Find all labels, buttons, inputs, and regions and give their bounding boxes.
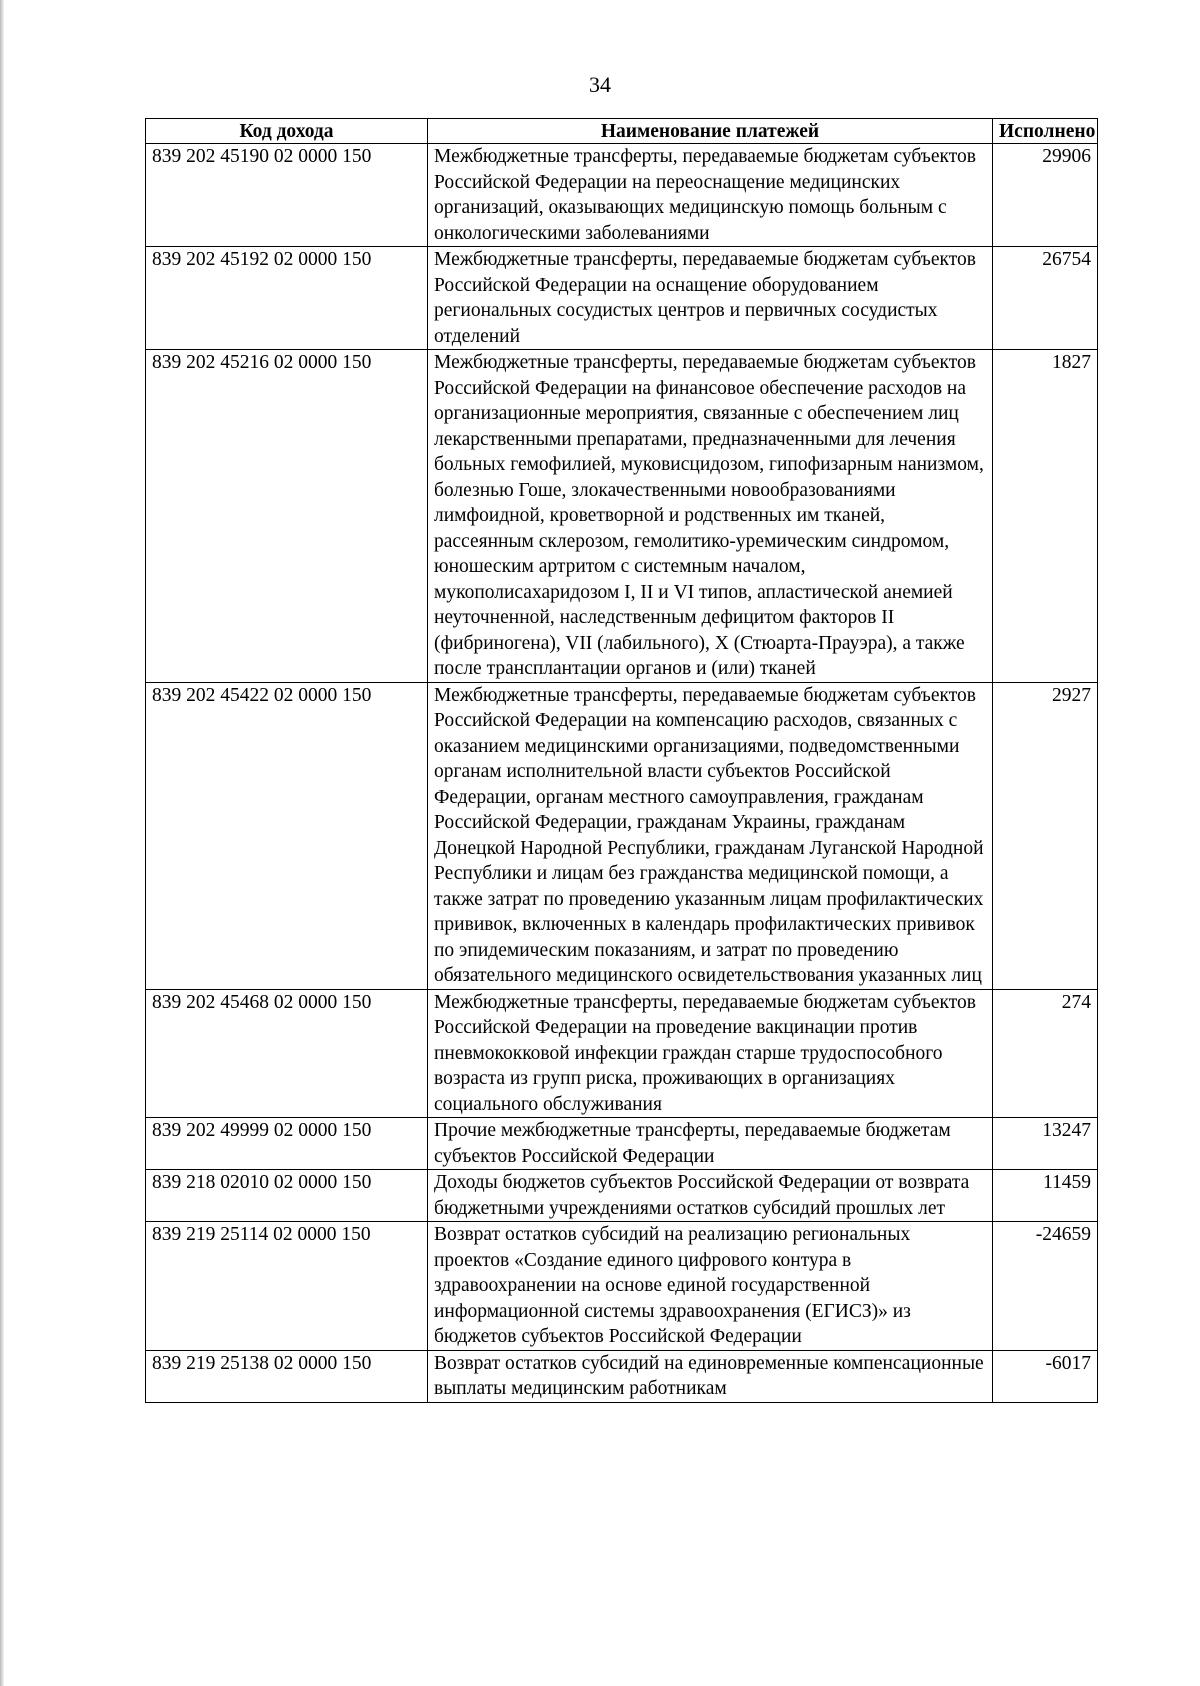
table-row — [146, 1170, 1098, 1222]
revenue-code: 839 202 45422 02 0000 150 — [146, 682, 428, 989]
payment-name: Прочие межбюджетные трансферты, передаваемые бюджетам субъектов Российской Федерации — [428, 1118, 993, 1170]
table-row — [146, 247, 1098, 350]
table-header-row — [146, 119, 1098, 144]
revenue-code: 839 219 25114 02 0000 150 — [146, 1222, 428, 1351]
table-row — [146, 1350, 1098, 1402]
revenue-code: 839 202 45190 02 0000 150 — [146, 144, 428, 247]
revenue-code: 839 219 25138 02 0000 150 — [146, 1350, 428, 1402]
payment-name: Межбюджетные трансферты, передаваемые бюджетам субъектов Российской Федерации на переоснащение медицинских организаций, оказывающих медицинскую помощь больным с онкологическими заболеваниями — [428, 144, 993, 247]
table-row — [146, 1222, 1098, 1351]
executed-amount: 29906 — [993, 144, 1098, 247]
header-name: Наименование платежей — [428, 119, 993, 144]
revenue-table — [145, 118, 1098, 1403]
executed-amount: 13247 — [993, 1118, 1098, 1170]
executed-amount: 2927 — [993, 682, 1098, 989]
page-number: 34 — [589, 72, 611, 97]
payment-name: Возврат остатков субсидий на единовременные компенсационные выплаты медицинским работникам — [428, 1350, 993, 1402]
table-row — [146, 989, 1098, 1118]
payment-name: Межбюджетные трансферты, передаваемые бюджетам субъектов Российской Федерации на финансовое обеспечение расходов на организационные мероприятия, связанные с обеспечением лиц лекарственными препаратами, предназначенными для лечения больных гемофилией, муковисцидозом, гипофизарным нанизмом, болезнью Гоше, злокачественными новообразованиями лимфоидной, кроветворной и родственных им тканей, рассеянным склерозом, гемолитико-уремическим синдромом, юношеским артритом с системным началом, мукополисахаридозом I, II и VI типов, апластической анемией неуточненной, наследственным дефицитом факторов II (фибриногена), VII (лабильного), X (Стюарта-Прауэра), а также после трансплантации органов и (или) тканей — [428, 350, 993, 683]
table-row — [146, 682, 1098, 989]
revenue-code: 839 202 45216 02 0000 150 — [146, 350, 428, 683]
payment-name: Межбюджетные трансферты, передаваемые бюджетам субъектов Российской Федерации на проведение вакцинации против пневмококковой инфекции граждан старше трудоспособного возраста из групп риска, проживающих в организациях социального обслуживания — [428, 989, 993, 1118]
revenue-code: 839 202 49999 02 0000 150 — [146, 1118, 428, 1170]
revenue-code: 839 202 45192 02 0000 150 — [146, 247, 428, 350]
executed-amount: -6017 — [993, 1350, 1098, 1402]
revenue-code: 839 202 45468 02 0000 150 — [146, 989, 428, 1118]
payment-name: Доходы бюджетов субъектов Российской Федерации от возврата бюджетными учреждениями остатков субсидий прошлых лет — [428, 1170, 993, 1222]
payment-name: Межбюджетные трансферты, передаваемые бюджетам субъектов Российской Федерации на компенсацию расходов, связанных с оказанием медицинскими организациями, подведомственными органам исполнительной власти субъектов Российской Федерации, органам местного самоуправления, гражданам Российской Федерации, гражданам Украины, гражданам Донецкой Народной Республики, гражданам Луганской Народной Республики и лицам без гражданства медицинской помощи, а также затрат по проведению указанным лицам профилактических прививок, включенных в календарь профилактических прививок по эпидемическим показаниям, и затрат по проведению обязательного медицинского освидетельствования указанных лиц — [428, 682, 993, 989]
payment-name: Возврат остатков субсидий на реализацию региональных проектов «Создание единого цифрового контура в здравоохранении на основе единой государственной информационной системы здравоохранения (ЕГИСЗ)» из бюджетов субъектов Российской Федерации — [428, 1222, 993, 1351]
executed-amount: 26754 — [993, 247, 1098, 350]
scan-edge — [0, 0, 4, 1686]
header-code: Код дохода — [146, 119, 428, 144]
header-value: Исполнено — [993, 119, 1098, 144]
payment-name: Межбюджетные трансферты, передаваемые бюджетам субъектов Российской Федерации на оснащение оборудованием региональных сосудистых центров и первичных сосудистых отделений — [428, 247, 993, 350]
table-row — [146, 350, 1098, 683]
revenue-code: 839 218 02010 02 0000 150 — [146, 1170, 428, 1222]
executed-amount: 11459 — [993, 1170, 1098, 1222]
table-row — [146, 1118, 1098, 1170]
table-row — [146, 144, 1098, 247]
executed-amount: -24659 — [993, 1222, 1098, 1351]
executed-amount: 1827 — [993, 350, 1098, 683]
executed-amount: 274 — [993, 989, 1098, 1118]
